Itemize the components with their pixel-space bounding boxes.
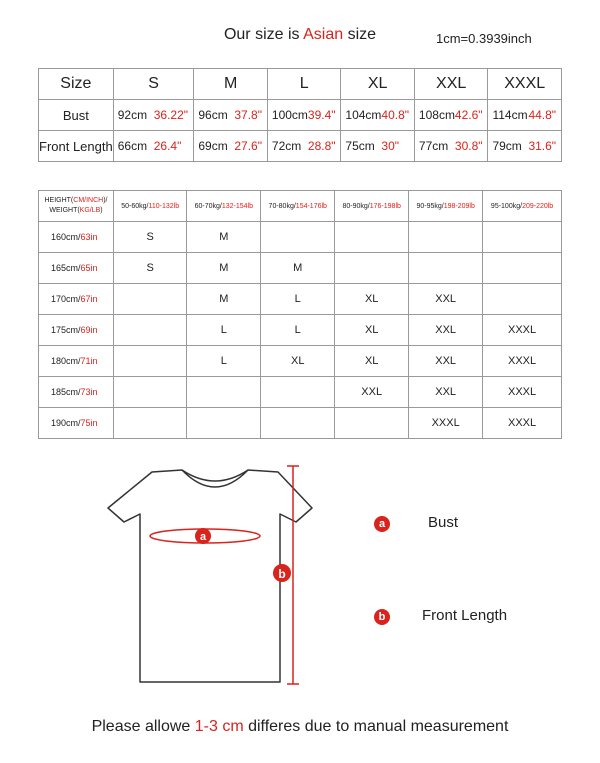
height-weight-table [38, 190, 562, 439]
recommended-size-cell: S [114, 222, 187, 253]
recommended-size-cell [335, 253, 409, 284]
height-cell [39, 408, 114, 439]
size-chart-table [38, 68, 562, 162]
weight-kg: 70-80kg/ [268, 202, 296, 210]
height-inch: 69in [80, 325, 98, 335]
recommended-size-cell: S [114, 253, 187, 284]
recommended-size-cell: L [261, 284, 335, 315]
height-inch: 71in [80, 356, 98, 366]
inch-value: 37.8" [234, 108, 262, 122]
corner-text: WEIGHT( [49, 207, 80, 214]
weight-column-header [261, 191, 335, 222]
height-cell [39, 284, 114, 315]
weight-column-header [409, 191, 483, 222]
cm-value: 92cm [117, 108, 148, 122]
weight-kg: 60-70kg/ [194, 202, 222, 210]
inch-value: 27.6" [234, 139, 262, 153]
recommended-size-cell: XXXL [483, 377, 562, 408]
recommended-size-cell [409, 222, 483, 253]
hw-row [39, 377, 562, 408]
recommended-size-cell: XXL [409, 315, 483, 346]
cm-value: 75cm [345, 139, 375, 153]
recommended-size-cell [114, 284, 187, 315]
height-inch: 67in [80, 294, 98, 304]
cm-value: 108cm [418, 108, 455, 122]
size-value-cell [194, 131, 268, 162]
size-value-cell [341, 131, 415, 162]
cm-value: 79cm [492, 139, 522, 153]
height-cell [39, 346, 114, 377]
legend-bust-label: Bust [428, 514, 459, 531]
size-value-cell [113, 131, 194, 162]
cm-value: 77cm [418, 139, 449, 153]
weight-column-header [335, 191, 409, 222]
inch-value: 39.4" [307, 108, 336, 122]
corner-text: CM/INCH [73, 197, 104, 204]
corner-text: )/ [103, 197, 108, 204]
size-row [39, 100, 562, 131]
weight-kg: 50-60kg/ [121, 202, 149, 210]
recommended-size-cell: XXL [409, 284, 483, 315]
height-cm: 160cm/ [51, 232, 81, 242]
recommended-size-cell: M [187, 222, 261, 253]
unit-conversion: 1cm=0.3939inch [436, 31, 532, 46]
marker-a-label: a [199, 531, 207, 543]
measurement-note: Please allowe 1-3 cm differes due to manual measurement [91, 718, 509, 735]
size-value-cell [488, 100, 562, 131]
inch-value: 44.8" [528, 108, 557, 122]
recommended-size-cell: XL [335, 315, 409, 346]
hw-header-row [39, 191, 562, 222]
size-header-cell: XXXL [488, 69, 562, 100]
recommended-size-cell [114, 377, 187, 408]
height-inch: 73in [80, 387, 98, 397]
recommended-size-cell: M [187, 253, 261, 284]
weight-kg: 90-95kg/ [416, 202, 444, 210]
size-value-cell [194, 100, 268, 131]
tshirt-diagram [100, 460, 330, 690]
corner-text: ) [100, 207, 103, 214]
recommended-size-cell: M [187, 284, 261, 315]
height-cm: 180cm/ [51, 356, 81, 366]
recommended-size-cell: L [261, 315, 335, 346]
inch-value: 26.4" [153, 139, 182, 153]
weight-lb: 209-220lb [522, 202, 554, 210]
size-value-cell [113, 100, 194, 131]
size-header-cell: S [113, 69, 194, 100]
legend-front-length-label: Front Length [422, 607, 508, 624]
weight-kg: 80-90kg/ [342, 202, 370, 210]
recommended-size-cell [335, 408, 409, 439]
weight-lb: 198-209lb [443, 202, 475, 210]
height-inch: 65in [80, 263, 98, 273]
recommended-size-cell [335, 222, 409, 253]
inch-value: 36.22" [153, 108, 189, 122]
recommended-size-cell: XXXL [483, 408, 562, 439]
height-cm: 175cm/ [51, 325, 81, 335]
recommended-size-cell: XL [335, 346, 409, 377]
height-cell [39, 315, 114, 346]
size-header-cell: XL [341, 69, 415, 100]
size-row [39, 131, 562, 162]
recommended-size-cell: M [261, 253, 335, 284]
size-value-cell [267, 100, 341, 131]
recommended-size-cell: XXXL [483, 346, 562, 377]
legend-b-badge: b [374, 609, 390, 625]
size-header-row [39, 69, 562, 100]
recommended-size-cell: XXXL [409, 408, 483, 439]
page-title: Our size is Asian size [223, 26, 377, 43]
size-value-cell [414, 131, 488, 162]
height-cm: 170cm/ [51, 294, 81, 304]
height-cell [39, 253, 114, 284]
recommended-size-cell [261, 222, 335, 253]
cm-value: 72cm [271, 139, 302, 153]
recommended-size-cell [483, 284, 562, 315]
hw-row [39, 222, 562, 253]
cm-value: 114cm [492, 108, 528, 122]
corner-text: HEIGHT( [44, 197, 74, 204]
recommended-size-cell: XL [261, 346, 335, 377]
recommended-size-cell [409, 253, 483, 284]
corner-text: KG/LB [79, 207, 101, 214]
weight-lb: 176-198lb [369, 202, 401, 210]
cm-value: 96cm [198, 108, 228, 122]
size-value-cell [414, 100, 488, 131]
weight-kg: 95-100kg/ [490, 202, 523, 210]
recommended-size-cell [187, 377, 261, 408]
recommended-size-cell: XXXL [483, 315, 562, 346]
height-cell [39, 222, 114, 253]
inch-value: 42.6" [454, 108, 483, 122]
recommended-size-cell [187, 408, 261, 439]
recommended-size-cell [114, 346, 187, 377]
size-value-cell [267, 131, 341, 162]
height-inch: 75in [80, 418, 98, 428]
size-row-label: Bust [39, 100, 114, 131]
inch-value: 40.8" [381, 108, 410, 122]
marker-b-label: b [278, 567, 286, 581]
recommended-size-cell: L [187, 315, 261, 346]
cm-value: 104cm [345, 108, 382, 122]
recommended-size-cell [261, 408, 335, 439]
size-header-label: Size [39, 69, 114, 100]
recommended-size-cell [483, 222, 562, 253]
weight-lb: 154-176lb [295, 202, 327, 210]
inch-value: 31.6" [528, 139, 557, 153]
weight-column-header [114, 191, 187, 222]
hw-corner-cell [39, 191, 114, 222]
weight-lb: 132-154lb [221, 202, 253, 210]
legend-a-badge: a [374, 516, 390, 532]
weight-lb: 110-132lb [148, 202, 180, 210]
hw-row [39, 408, 562, 439]
size-header-cell: L [267, 69, 341, 100]
recommended-size-cell: XXL [409, 377, 483, 408]
hw-row [39, 284, 562, 315]
inch-value: 30" [381, 139, 400, 153]
height-cm: 185cm/ [51, 387, 81, 397]
cm-value: 66cm [117, 139, 148, 153]
size-header-cell: M [194, 69, 268, 100]
hw-row [39, 253, 562, 284]
recommended-size-cell: L [187, 346, 261, 377]
recommended-size-cell: XXL [335, 377, 409, 408]
weight-column-header [187, 191, 261, 222]
inch-value: 30.8" [454, 139, 483, 153]
recommended-size-cell: XL [335, 284, 409, 315]
size-value-cell [341, 100, 415, 131]
hw-row [39, 315, 562, 346]
weight-column-header [483, 191, 562, 222]
cm-value: 100cm [271, 108, 308, 122]
height-cm: 190cm/ [51, 418, 81, 428]
recommended-size-cell [261, 377, 335, 408]
size-row-label: Front Length [39, 131, 114, 162]
inch-value: 28.8" [307, 139, 336, 153]
size-value-cell [488, 131, 562, 162]
hw-row [39, 346, 562, 377]
recommended-size-cell [114, 315, 187, 346]
size-header-cell: XXL [414, 69, 488, 100]
recommended-size-cell [483, 253, 562, 284]
cm-value: 69cm [198, 139, 228, 153]
recommended-size-cell: XXL [409, 346, 483, 377]
recommended-size-cell [114, 408, 187, 439]
height-inch: 63in [80, 232, 98, 242]
height-cell [39, 377, 114, 408]
height-cm: 165cm/ [51, 263, 81, 273]
